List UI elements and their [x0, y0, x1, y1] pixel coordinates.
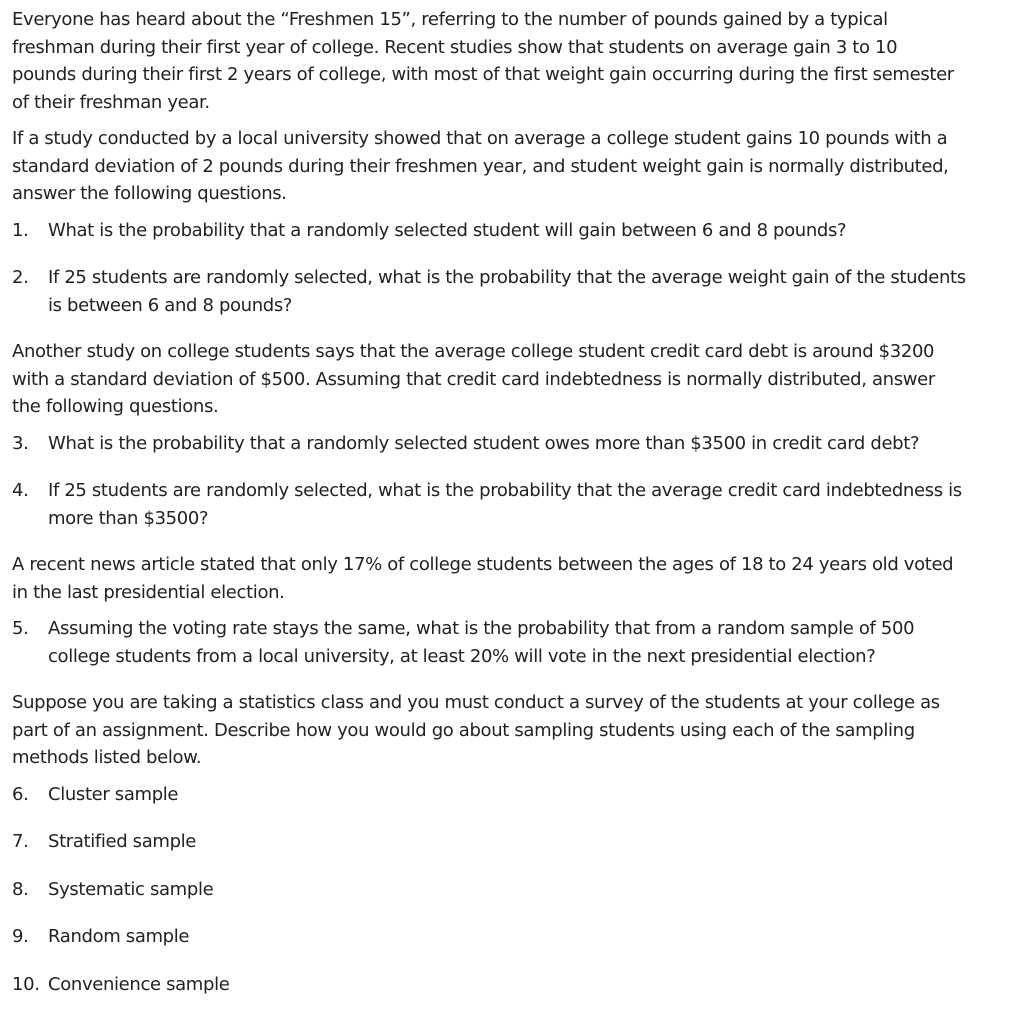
- question-number: 1.: [12, 219, 29, 241]
- question-text: Random sample: [48, 926, 190, 947]
- question-1: [12, 217, 1007, 245]
- question-text: Systematic sample: [48, 878, 214, 900]
- question-text: If 25 students are randomly selected, what is the probability that the average weight gain of the students: [48, 267, 966, 288]
- credit-paragraph: [12, 338, 1007, 421]
- question-number: 8.: [12, 878, 29, 900]
- question-9: [12, 923, 1007, 951]
- question-number: 3.: [12, 432, 29, 454]
- text-line: in the last presidential election.: [12, 581, 285, 603]
- question-7: [12, 828, 1007, 856]
- text-line: standard deviation of 2 pounds during their freshmen year, and student weight gain is normally distributed,: [12, 155, 949, 177]
- text-line: of their freshman year.: [12, 91, 210, 113]
- question-text: What is the probability that a randomly selected student will gain between 6 and 8 pounds?: [48, 219, 847, 241]
- survey-paragraph: [12, 689, 1007, 772]
- text-line: Another study on college students says that the average college student credit card debt is around $3200: [12, 341, 935, 362]
- question-text: What is the probability that a randomly selected student owes more than $3500 in credit card debt?: [48, 432, 920, 454]
- question-text: If 25 students are randomly selected, what is the probability that the average credit card indebtedness is: [48, 480, 962, 501]
- text-line: A recent news article stated that only 17% of college students between the ages of 18 to 24 years old voted: [12, 554, 954, 575]
- question-3: [12, 430, 1007, 458]
- question-number: 7.: [12, 831, 29, 852]
- question-6: [12, 781, 1007, 809]
- text-line: pounds during their first 2 years of college, with most of that weight gain occurring during the first semester: [12, 64, 954, 85]
- intro-paragraph-2: [12, 125, 1007, 208]
- question-number: 6.: [12, 783, 29, 805]
- voting-paragraph: [12, 551, 1007, 606]
- question-text: is between 6 and 8 pounds?: [48, 294, 293, 316]
- intro-paragraph-1: [12, 6, 1007, 116]
- question-10: [12, 971, 1007, 999]
- text-line: If a study conducted by a local university showed that on average a college student gains 10 pounds with a: [12, 128, 948, 149]
- text-line: part of an assignment. Describe how you would go about sampling students using each of the sampling: [12, 719, 915, 741]
- question-text: Stratified sample: [48, 831, 197, 852]
- text-line: the following questions.: [12, 396, 219, 417]
- text-line: Suppose you are taking a statistics class and you must conduct a survey of the students at your college as: [12, 692, 940, 713]
- question-text: Convenience sample: [48, 973, 230, 995]
- question-number: 5.: [12, 618, 29, 639]
- question-4: [12, 477, 1007, 532]
- text-line: freshman during their first year of college. Recent studies show that students on average gain 3 to 10: [12, 36, 898, 58]
- question-number: 9.: [12, 926, 29, 947]
- text-line: answer the following questions.: [12, 183, 287, 204]
- question-2: [12, 264, 1007, 319]
- question-number: 10.: [12, 973, 40, 995]
- question-text: college students from a local university, at least 20% will vote in the next presidential election?: [48, 645, 876, 667]
- document-body: [12, 6, 1007, 998]
- question-8: [12, 876, 1007, 904]
- text-line: Everyone has heard about the “Freshmen 15”, referring to the number of pounds gained by a typical: [12, 9, 888, 30]
- text-line: with a standard deviation of $500. Assuming that credit card indebtedness is normally distributed, answer: [12, 368, 935, 390]
- question-number: 2.: [12, 267, 29, 288]
- question-text: Assuming the voting rate stays the same, what is the probability that from a random sample of 500: [48, 618, 915, 639]
- question-number: 4.: [12, 480, 29, 501]
- question-text: Cluster sample: [48, 783, 179, 805]
- text-line: methods listed below.: [12, 747, 202, 768]
- question-text: more than $3500?: [48, 507, 209, 529]
- question-5: [12, 615, 1007, 670]
